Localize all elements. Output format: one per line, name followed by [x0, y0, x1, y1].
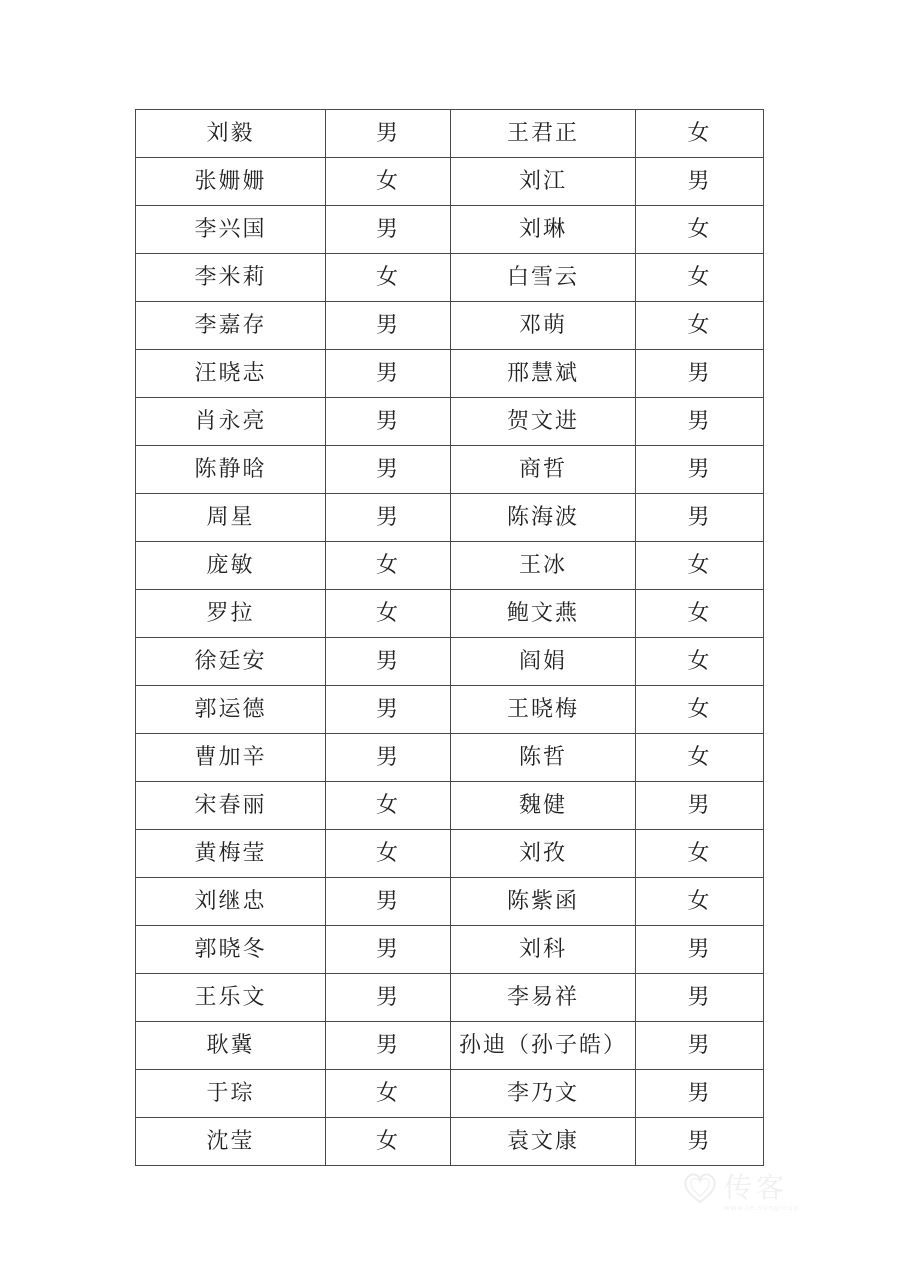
name-cell: 刘孜 — [451, 830, 636, 878]
table-row — [136, 590, 764, 638]
name-cell: 袁文康 — [451, 1118, 636, 1166]
gender-cell: 男 — [326, 878, 451, 926]
name-cell: 于琮 — [136, 1070, 326, 1118]
gender-cell: 男 — [636, 1070, 764, 1118]
gender-cell: 男 — [636, 782, 764, 830]
name-cell: 陈静晗 — [136, 446, 326, 494]
watermark-text: 传客 — [724, 1171, 789, 1204]
gender-cell: 男 — [326, 206, 451, 254]
table-row — [136, 1118, 764, 1166]
gender-cell: 女 — [326, 158, 451, 206]
gender-cell: 女 — [326, 254, 451, 302]
name-cell: 鲍文燕 — [451, 590, 636, 638]
name-cell: 黄梅莹 — [136, 830, 326, 878]
table-row — [136, 254, 764, 302]
gender-cell: 男 — [326, 302, 451, 350]
table-row — [136, 110, 764, 158]
name-cell: 阎娟 — [451, 638, 636, 686]
table-row — [136, 686, 764, 734]
name-cell: 邓萌 — [451, 302, 636, 350]
name-cell: 沈莹 — [136, 1118, 326, 1166]
table-row — [136, 830, 764, 878]
name-cell: 曹加辛 — [136, 734, 326, 782]
gender-cell: 男 — [636, 494, 764, 542]
name-cell: 王君正 — [451, 110, 636, 158]
table-row — [136, 926, 764, 974]
gender-cell: 男 — [326, 350, 451, 398]
name-cell: 商哲 — [451, 446, 636, 494]
gender-cell: 男 — [636, 350, 764, 398]
name-cell: 刘毅 — [136, 110, 326, 158]
name-cell: 刘琳 — [451, 206, 636, 254]
name-cell: 李乃文 — [451, 1070, 636, 1118]
name-cell: 肖永亮 — [136, 398, 326, 446]
gender-cell: 女 — [636, 302, 764, 350]
table-row — [136, 158, 764, 206]
table-row — [136, 1022, 764, 1070]
gender-cell: 女 — [636, 638, 764, 686]
roster-table-body — [136, 110, 764, 1166]
gender-cell: 女 — [326, 1070, 451, 1118]
name-cell: 李嘉存 — [136, 302, 326, 350]
name-cell: 汪晓志 — [136, 350, 326, 398]
name-cell: 周星 — [136, 494, 326, 542]
table-row — [136, 542, 764, 590]
gender-cell: 女 — [326, 830, 451, 878]
table-row — [136, 974, 764, 1022]
gender-cell: 女 — [326, 590, 451, 638]
table-row — [136, 638, 764, 686]
name-cell: 刘继忠 — [136, 878, 326, 926]
roster-table — [135, 109, 764, 1166]
name-cell: 陈哲 — [451, 734, 636, 782]
name-cell: 郭晓冬 — [136, 926, 326, 974]
watermark-subtext: www.le.sungroup — [724, 1204, 800, 1212]
gender-cell: 男 — [636, 1022, 764, 1070]
gender-cell: 女 — [636, 542, 764, 590]
name-cell: 白雪云 — [451, 254, 636, 302]
gender-cell: 女 — [636, 110, 764, 158]
gender-cell: 男 — [326, 446, 451, 494]
gender-cell: 女 — [636, 878, 764, 926]
table-row — [136, 446, 764, 494]
watermark — [680, 1160, 840, 1224]
name-cell: 王乐文 — [136, 974, 326, 1022]
table-row — [136, 398, 764, 446]
gender-cell: 男 — [326, 398, 451, 446]
gender-cell: 女 — [636, 590, 764, 638]
name-cell: 庞敏 — [136, 542, 326, 590]
name-cell: 魏健 — [451, 782, 636, 830]
name-cell: 贺文进 — [451, 398, 636, 446]
gender-cell: 男 — [636, 446, 764, 494]
name-cell: 徐廷安 — [136, 638, 326, 686]
table-row — [136, 878, 764, 926]
name-cell: 刘科 — [451, 926, 636, 974]
table-row — [136, 302, 764, 350]
gender-cell: 女 — [636, 206, 764, 254]
gender-cell: 女 — [636, 734, 764, 782]
name-cell: 李兴国 — [136, 206, 326, 254]
table-row — [136, 350, 764, 398]
name-cell: 宋春丽 — [136, 782, 326, 830]
gender-cell: 女 — [636, 830, 764, 878]
gender-cell: 女 — [636, 686, 764, 734]
gender-cell: 男 — [636, 398, 764, 446]
gender-cell: 男 — [326, 974, 451, 1022]
name-cell: 李米莉 — [136, 254, 326, 302]
gender-cell: 男 — [326, 638, 451, 686]
gender-cell: 男 — [326, 494, 451, 542]
gender-cell: 男 — [636, 158, 764, 206]
name-cell: 王晓梅 — [451, 686, 636, 734]
heart-logo-icon — [680, 1168, 720, 1208]
gender-cell: 男 — [326, 926, 451, 974]
name-cell: 李易祥 — [451, 974, 636, 1022]
gender-cell: 男 — [636, 1118, 764, 1166]
gender-cell: 男 — [636, 926, 764, 974]
name-cell: 张姗姗 — [136, 158, 326, 206]
gender-cell: 男 — [326, 686, 451, 734]
table-row — [136, 494, 764, 542]
gender-cell: 男 — [326, 734, 451, 782]
table-row — [136, 206, 764, 254]
name-cell: 王冰 — [451, 542, 636, 590]
gender-cell: 女 — [326, 1118, 451, 1166]
gender-cell: 女 — [326, 782, 451, 830]
name-cell: 邢慧斌 — [451, 350, 636, 398]
name-cell: 罗拉 — [136, 590, 326, 638]
name-cell: 郭运德 — [136, 686, 326, 734]
name-cell: 耿冀 — [136, 1022, 326, 1070]
gender-cell: 女 — [636, 254, 764, 302]
table-row — [136, 782, 764, 830]
table-row — [136, 1070, 764, 1118]
name-cell: 孙迪（孙子皓） — [451, 1022, 636, 1070]
gender-cell: 男 — [326, 110, 451, 158]
name-cell: 陈海波 — [451, 494, 636, 542]
gender-cell: 女 — [326, 542, 451, 590]
gender-cell: 男 — [636, 974, 764, 1022]
name-cell: 刘江 — [451, 158, 636, 206]
table-row — [136, 734, 764, 782]
name-cell: 陈紫函 — [451, 878, 636, 926]
gender-cell: 男 — [326, 1022, 451, 1070]
